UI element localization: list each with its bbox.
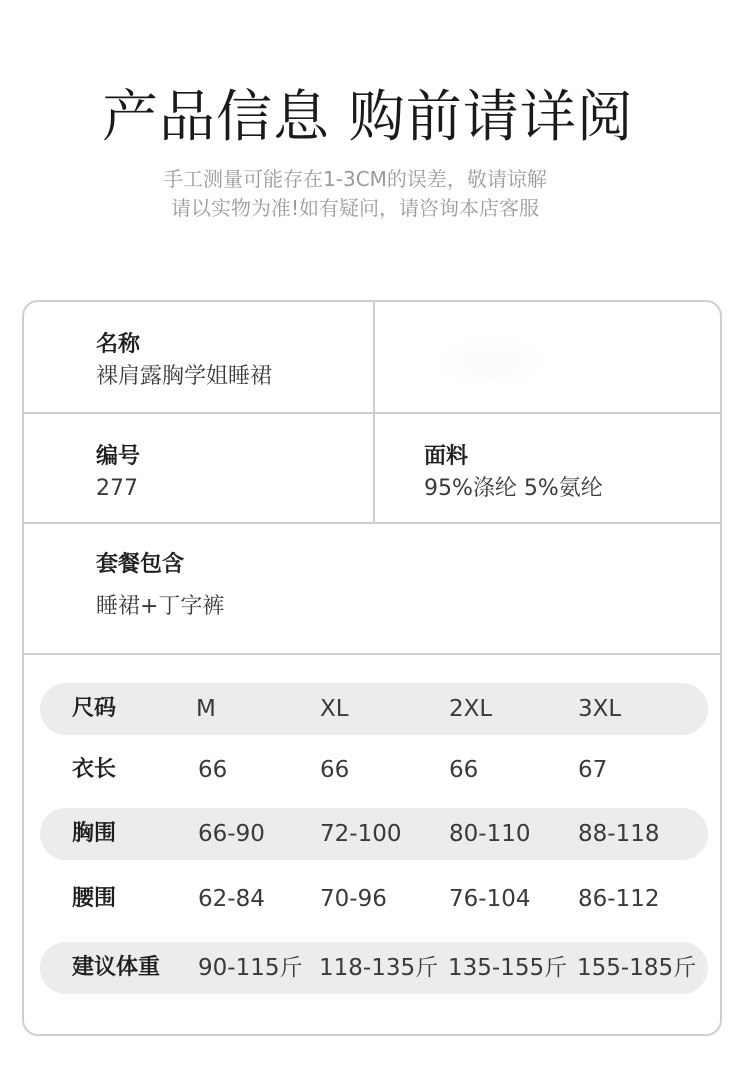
waist-cell: 62-84 [198, 886, 265, 912]
waist-cell: 70-96 [320, 886, 387, 912]
divider [24, 653, 720, 655]
page-title: 产品信息 购前请详阅 [102, 85, 634, 150]
divider [24, 522, 720, 524]
weight-cell: 118-135斤 [319, 955, 439, 981]
name-label: 名称 [96, 332, 141, 357]
weight-cell: 135-155斤 [448, 955, 568, 981]
package-label: 套餐包含 [96, 552, 185, 577]
size-row [40, 683, 708, 735]
row-label: 腰围 [72, 886, 117, 911]
row-label: 建议体重 [72, 955, 161, 980]
size-cell: 2XL [449, 696, 493, 722]
row-label: 胸围 [72, 821, 117, 846]
waist-row [40, 873, 708, 925]
weight-row [40, 942, 708, 994]
length-cell: 66 [320, 757, 350, 783]
fabric-value: 95%涤纶 5%氨纶 [424, 476, 603, 501]
disclaimer-line-2: 请以实物为准!如有疑问，请咨询本店客服 [170, 196, 540, 220]
bust-cell: 88-118 [578, 821, 660, 847]
size-cell: 3XL [578, 696, 622, 722]
waist-cell: 86-112 [578, 886, 660, 912]
product-info-card [22, 300, 722, 1036]
length-cell: 67 [578, 757, 608, 783]
disclaimer-line-1: 手工测量可能存在1-3CM的误差，敬请谅解 [163, 167, 547, 191]
name-value: 裸肩露胸学姐睡裙 [96, 364, 273, 389]
length-cell: 66 [449, 757, 479, 783]
bust-cell: 66-90 [198, 821, 265, 847]
bust-row [40, 808, 708, 860]
product-image-placeholder [432, 332, 552, 392]
code-value: 277 [96, 476, 138, 501]
row-label: 尺码 [72, 696, 117, 721]
divider [24, 412, 720, 414]
weight-cell: 155-185斤 [577, 955, 697, 981]
package-value: 睡裙+丁字裤 [96, 594, 225, 619]
waist-cell: 76-104 [449, 886, 531, 912]
weight-cell: 90-115斤 [198, 955, 303, 981]
size-cell: M [196, 696, 216, 722]
length-cell: 66 [198, 757, 228, 783]
divider [373, 302, 375, 523]
length-row [40, 744, 708, 796]
row-label: 衣长 [72, 757, 117, 782]
bust-cell: 80-110 [449, 821, 531, 847]
bust-cell: 72-100 [320, 821, 402, 847]
code-label: 编号 [96, 444, 141, 469]
fabric-label: 面料 [424, 444, 469, 469]
size-cell: XL [320, 696, 349, 722]
